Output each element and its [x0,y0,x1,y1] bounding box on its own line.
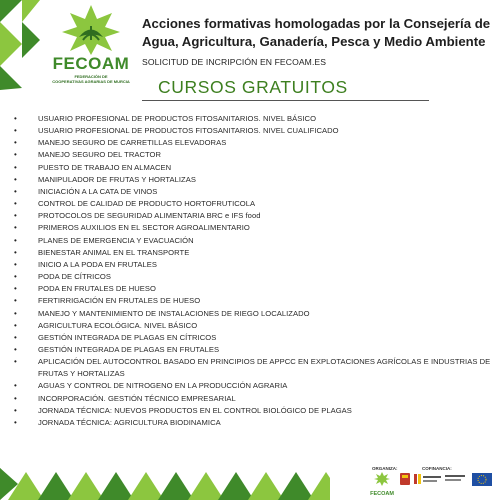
registration-link[interactable]: SOLICITUD DE INCRIPCIÓN EN FECOAM.ES [142,57,327,67]
course-item: • AGUAS Y CONTROL DE NITROGENO EN LA PRODUCCIÓN AGRARIA [14,380,494,392]
course-item: • FERTIRRIGACIÓN EN FRUTALES DE HUESO [14,295,494,307]
logo-subtitle-2: COOPERATIVAS AGRARIAS DE MURCIA [52,79,130,84]
course-item: • PROTOCOLOS DE SEGURIDAD ALIMENTARIA BRC e IFS food [14,210,494,222]
section-heading: CURSOS GRATUITOS [158,77,348,97]
eu-flag-icon [472,473,492,486]
page-title: Acciones formativas homologadas por la Consejería de Agua, Agricultura, Ganadería, Pesca y Medio Ambiente [142,16,491,49]
star-leaf-icon [60,4,122,56]
sponsor-logos [400,472,496,486]
course-item: • CONTROL DE CALIDAD DE PRODUCTO HORTOFRUTICOLA [14,198,494,210]
course-item: • JORNADA TÉCNICA: NUEVOS PRODUCTOS EN EL CONTROL BIOLÓGICO DE PLAGAS [14,405,494,417]
course-item: • PRIMEROS AUXILIOS EN EL SECTOR AGROALIMENTARIO [14,222,494,234]
course-item: • PLANES DE EMERGENCIA Y EVACUACIÓN [14,235,494,247]
course-item: • GESTIÓN INTEGRADA DE PLAGAS EN FRUTALES [14,344,494,356]
course-item: • BIENESTAR ANIMAL EN EL TRANSPORTE [14,247,494,259]
star-leaf-icon [374,472,390,486]
course-item: • USUARIO PROFESIONAL DE PRODUCTOS FITOSANITARIOS. NIVEL CUALIFICADO [14,125,494,137]
government-logo-icon [414,474,441,484]
course-item: • AGRICULTURA ECOLÓGICA. NIVEL BÁSICO [14,320,494,332]
bottom-decoration [0,464,330,500]
ministry-logo-icon [445,475,465,481]
cofinancia-label: COFINANCIA: [422,466,452,471]
course-item: • USUARIO PROFESIONAL DE PRODUCTOS FITOSANITARIOS. NIVEL BÁSICO [14,113,494,125]
course-item: • PUESTO DE TRABAJO EN ALMACEN [14,162,494,174]
course-item: • INICIO A LA PODA EN FRUTALES [14,259,494,271]
logo-wordmark: FECOAM [52,54,130,73]
course-item: • GESTIÓN INTEGRADA DE PLAGAS EN CÍTRICOS [14,332,494,344]
course-item: • PODA DE CÍTRICOS [14,271,494,283]
fecoam-mini-logo [370,472,394,497]
course-item: • MANEJO SEGURO DEL TRACTOR [14,149,494,161]
course-list [14,113,494,429]
course-item: • JORNADA TÉCNICA: AGRICULTURA BIODINAMICA [14,417,494,429]
region-crest-icon [400,473,410,485]
course-item: • MANEJO SEGURO DE CARRETILLAS ELEVADORAS [14,137,494,149]
course-item: • APLICACIÓN DEL AUTOCONTROL BASADO EN PRINCIPIOS DE APPCC EN EXPLOTACIONES AGRÍCOLAS E INDUSTRIAS DE FRUTAS Y HORTALIZAS [14,356,494,380]
course-item: • MANEJO Y MANTENIMIENTO DE INSTALACIONES DE RIEGO LOCALIZADO [14,308,494,320]
fecoam-logo [48,4,134,90]
course-item: • INCORPORACIÓN. GESTIÓN TÉCNICO EMPRESARIAL [14,393,494,405]
course-item: • INICIACIÓN A LA CATA DE VINOS [14,186,494,198]
logo-subtitle-1: FEDERACIÓN DE [74,74,108,79]
mini-logo-wordmark: FECOAM [370,491,394,497]
organiza-label: ORGANIZA: [372,466,398,471]
course-item: • MANIPULADOR DE FRUTAS Y HORTALIZAS [14,174,494,186]
divider [142,100,429,101]
course-item: • PODA EN FRUTALES DE HUESO [14,283,494,295]
corner-decoration [0,0,40,90]
